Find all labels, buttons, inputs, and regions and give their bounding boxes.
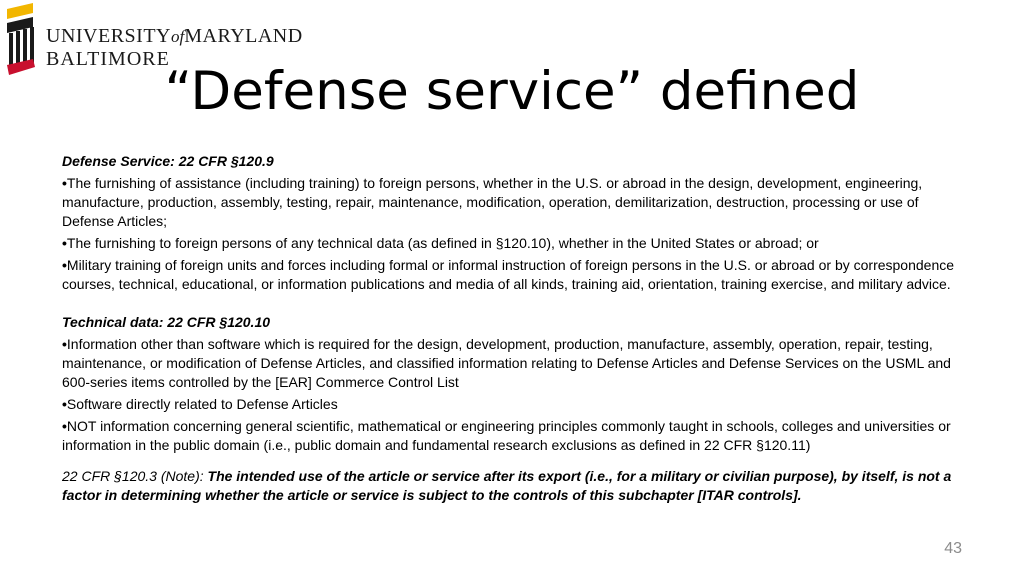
defense-bullet-text: Military training of foreign units and forces including formal or informal instruction of foreign persons in the U.S. or abroad or by correspondence courses, technical, educational, or information publications and media of all kinds, training aid, orientation, training exercise, and military advice. <box>62 257 955 292</box>
section-gap <box>62 297 967 313</box>
logo-university: UNIVERSITY <box>46 25 171 47</box>
logo-maryland: MARYLAND <box>184 25 303 47</box>
technical-bullet <box>62 395 967 414</box>
defense-bullet-text: The furnishing to foreign persons of any technical data (as defined in §120.10), whether in the United States or abroad; or <box>66 235 819 251</box>
defense-service-heading: Defense Service: 22 CFR §120.9 <box>62 153 274 169</box>
logo-of: of <box>171 27 185 46</box>
slide-body <box>62 152 967 505</box>
defense-bullet <box>62 174 967 231</box>
technical-bullet <box>62 335 967 392</box>
bullet-marker: • <box>62 336 67 352</box>
defense-bullet-text: The furnishing of assistance (including training) to foreign persons, whether in the U.S. or abroad in the design, development, engineering, manufacture, production, assembly, testing, repair, maintenance, modification, operation, demilitarization, destruction, processing or use of Defense Articles; <box>62 175 923 229</box>
bullet-marker: • <box>62 235 67 251</box>
logo-baltimore: BALTIMORE <box>46 48 170 70</box>
bullet-marker: • <box>62 396 67 412</box>
technical-bullet-text: NOT information concerning general scientific, mathematical or engineering principles commonly taught in schools, colleges and universities or information in the public domain (i.e., public domain and fundamental research exclusions as defined in 22 CFR §120.11) <box>62 418 951 453</box>
note-text: The intended use of the article or service after its export (i.e., for a military or civilian purpose), by itself, is not a factor in determining whether the article or service is subject to the controls of this subchapter [ITAR controls]. <box>62 468 952 503</box>
technical-bullet-text: Software directly related to Defense Articles <box>66 396 338 412</box>
slide-number: 43 <box>944 540 962 557</box>
technical-bullet-text: Information other than software which is required for the design, development, production, manufacture, assembly, operation, repair, testing, maintenance, or modification of Defense Articles, and classified information relating to Defense Articles and Defense Services on the USML and 600-series items controlled by the [EAR] Commerce Control List <box>62 336 951 390</box>
note-prefix: 22 CFR §120.3 (Note): <box>62 468 208 484</box>
technical-data-heading: Technical data: 22 CFR §120.10 <box>62 314 271 330</box>
defense-bullet <box>62 256 967 294</box>
defense-bullet <box>62 234 967 253</box>
itar-note <box>62 467 967 505</box>
slide-title: “Defense service” defined <box>164 61 860 122</box>
technical-bullet <box>62 417 967 455</box>
bullet-marker: • <box>62 418 67 434</box>
bullet-marker: • <box>62 257 67 273</box>
bullet-marker: • <box>62 175 67 191</box>
